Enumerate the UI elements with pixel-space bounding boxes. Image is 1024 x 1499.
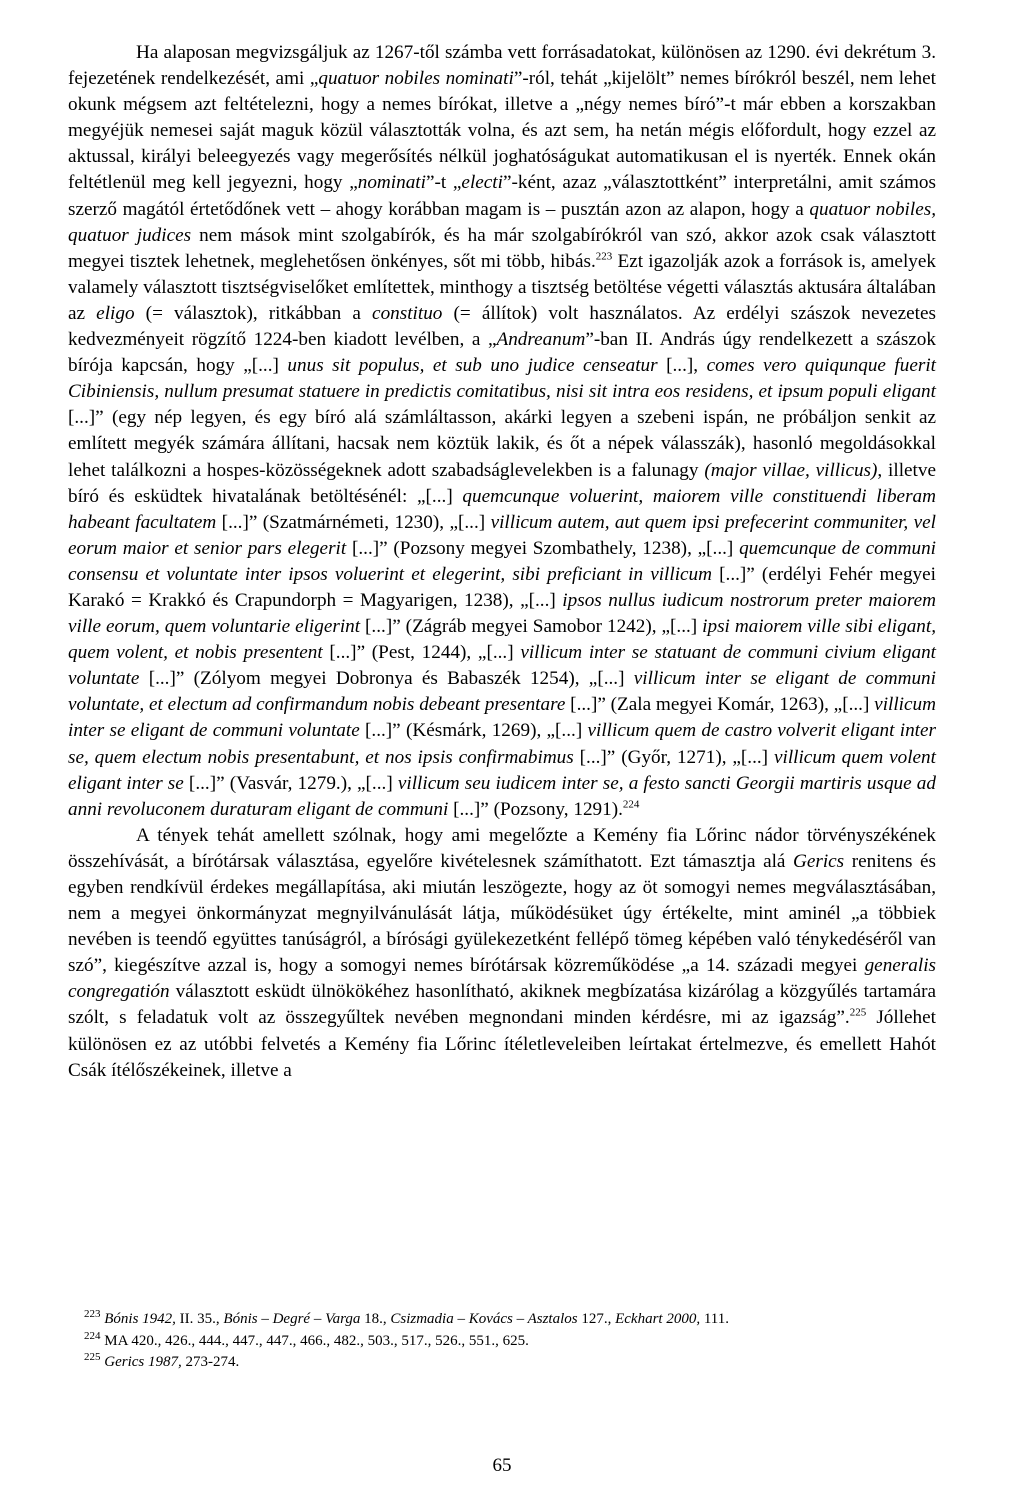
italic-text: Csizmadia – Kovács – Asztalos — [390, 1311, 578, 1327]
italic-text: (major villae, villicus) — [704, 459, 878, 481]
page-number: 65 — [492, 1455, 512, 1476]
footnote-number: 223 — [84, 1308, 101, 1320]
italic-text: Andreanum — [496, 329, 586, 351]
italic-text: unus sit populus, et sub uno judice censeatur — [287, 355, 658, 377]
italic-text: comes vero quiqunque fuerit Cibiniensis, nullum presumat statuere in predictis comitatibus, nisi sit intra eos residens, et ipsum populi eligant — [68, 355, 936, 403]
text-run: ”-ról, tehát „kijelölt” nemes bírókról beszél, nem lehet okunk mégsem azt feltételezni, hogy a nemes bírókat, illetve a „négy nemes bíró”-t már ebben a korszakban megyéjük nemesei saját maguk közül választották volna, és azt sem, ha netán mégis előfordult, hogy ezzel az aktussal, királyi beleegyezés vagy megerősítés nélkül joghatóságukat automatikusan el is nyerték. Ennek okán feltétlenül meg kell jegyezni, hogy „ — [68, 68, 936, 194]
text-run: , illetve bíró és esküdtek hivatalának betöltésénél: „[...] — [68, 459, 936, 507]
text-run: MA 420., 426., 444., 447., 447., 466., 482., 503., 517., 526., 551., 625. — [104, 1332, 529, 1349]
italic-text: constituo — [372, 302, 443, 324]
italic-text: Eckhart 2000, — [615, 1311, 701, 1327]
italic-text: nominati — [357, 172, 426, 194]
italic-text: villicum quem volent eligant inter se — [68, 746, 936, 794]
footnote-number: 224 — [84, 1329, 101, 1342]
italic-text: generalis congregatión — [68, 955, 936, 1003]
italic-text: ipsos nullus iudicum nostrorum preter maiorem ville eorum, quem voluntarie eligerint — [68, 589, 936, 638]
text-run: [...]” (Szatmárnémeti, 1230), „[...] — [216, 511, 491, 533]
footnote-ref: 223 — [595, 250, 613, 263]
text-run: A tények tehát amellett szólnak, hogy ami megelőzte a Kemény fia Lőrinc nádor törvényszékének összehívását, a bírótársak választása, egyelőre kivételesnek számíthatott. Ezt támasztja alá — [68, 824, 936, 872]
italic-text: eligo — [96, 302, 135, 324]
text-run: ”-ként, azaz „választottként” interpretálni, amit számos szerző magától értetődőnek vett – ahogy korábban magam is – pusztán azon az alapon, hogy a — [68, 172, 936, 220]
italic-text: villicum inter se eligant de communi voluntate, et electum ad confirmandum nobis debeant presentare — [68, 668, 936, 716]
text-run: 273-274. — [181, 1354, 240, 1370]
text-run: Ezt igazolják azok a források is, amelyek valamely választott tisztségviselőket említettek, minthogy a tisztség betöltése végetti választás aktusára általában az — [68, 250, 936, 324]
italic-text: villicum seu iudicem inter se, a festo sancti Georgii martiris usque ad anni revoluconem duraturam eligant de communi — [68, 772, 936, 820]
paragraph — [68, 823, 936, 1084]
italic-text: Bónis 1942, — [104, 1311, 176, 1327]
text-run: [...]” (erdélyi Fehér megyei Karakó = Krakkó és Crapundorph = Magyarigen, 1238), „[...] — [68, 563, 936, 611]
text-run: Ha alaposan megvizsgáljuk az 1267-től számba vett forrásadatokat, különösen az 1290. évi dekrétum 3. fejezetének rendelkezését, ami „ — [68, 42, 936, 90]
footnote-number: 225 — [84, 1351, 101, 1363]
italic-text: villicum quem de castro volverit eligant inter se, quem electum nobis presentabunt, et nos ipsis confirmabimus — [68, 720, 936, 768]
footnote-225 — [68, 1352, 936, 1374]
paragraph — [68, 40, 936, 823]
body-text — [68, 40, 936, 1084]
text-run: (= állítok) volt használatos. Az erdélyi szászok nevezetes kedvezményeit rögzítő 1224-ben kiadott levélben, a „ — [68, 302, 936, 351]
footnote-ref: 225 — [849, 1007, 867, 1020]
text-run: [...], — [657, 355, 707, 377]
page — [68, 40, 937, 1476]
text-run: 111. — [700, 1311, 729, 1327]
text-run: [...]” (Pozsony megyei Szombathely, 1238), „[...] — [346, 537, 740, 559]
italic-text: quatuor nobiles nominati — [318, 68, 514, 90]
text-run: [...]” (Vasvár, 1279.), „[...] — [183, 772, 398, 794]
italic-text: ipsi maiorem ville sibi eligant, quem volent, et nobis presentent — [68, 616, 937, 664]
text-run: [...]” (Zágráb megyei Samobor 1242), „[...] — [360, 616, 703, 638]
text-run: 18., — [360, 1311, 391, 1327]
text-run: II. 35., — [175, 1311, 224, 1327]
italic-text: quemcunque de communi consensu et voluntate inter ipsos voluerint et elegerint, sibi preficiant in villicum — [68, 537, 936, 585]
italic-text: villicum inter se eligant de communi voluntate — [68, 694, 936, 742]
italic-text: Gerics — [792, 850, 845, 872]
text-run: [...]” (Győr, 1271), „[...] — [573, 746, 774, 768]
italic-text: villicum autem, aut quem ipsi prefecerint communiter, vel eorum maior et senior pars elegerit — [68, 511, 937, 559]
footnote-224 — [68, 1331, 936, 1353]
text-run: ”-t „ — [425, 172, 462, 194]
text-run: [...]” (Zala megyei Komár, 1263), „[...] — [565, 694, 875, 716]
text-run: [...]” (Pest, 1244), „[...] — [322, 642, 521, 664]
text-run: nem mások mint szolgabírók, és ha már szolgabírókról van szó, akkor azok csak választott megyei tisztek lehetnek, meglehetősen önkényes, sőt mi több, hibás. — [68, 224, 936, 272]
text-run: renitens és egyben rendkívül érdekes megállapítása, aki miután leszögezte, hogy az öt somogyi nemes megválasztásában, nem a megyei önkormányzat megnyilvánulását látja, működésüket úgy értékelte, mint aminél „a többiek nevében is teendő együttes tanúságról, a bírósági gyülekezetként fellépő tömeg képében való ténykedéséről van szó”, kiegészítve azzal is, hogy a somogyi nemes bírótársak közreműködése „a 14. századi megyei — [68, 850, 936, 977]
text-run: ”-ban II. András úgy rendelkezett a szászok bírója kapcsán, hogy „[...] — [68, 329, 936, 377]
footnote-ref: 224 — [622, 798, 640, 811]
footnotes — [68, 1309, 936, 1374]
text-run: [...]” (egy nép legyen, és egy bíró alá számláltasson, akárki legyen a szebeni ispán, ne próbáljon senkit az említett megyék számára állítani, hacsak nem köztük lakik, és őt a népek válasszák), hasonló megoldásokkal lehet találkozni a hospes-közösségeknek adott szabadságlevelekben is a falunagy — [68, 407, 936, 481]
italic-text: villicum inter se statuant de communi civium eligant voluntate — [68, 642, 936, 690]
text-run: választott esküdt ülnökökéhez hasonlítható, akiknek megbízatása kizárólag a közgyűlés tartamára szólt, s feladatuk volt az összegyűltek nevében megnondani minden kérdésre, mi az igazság”. — [68, 981, 936, 1029]
italic-text: quatuor nobiles, quatuor judices — [68, 198, 936, 246]
text-run: [...]” (Késmárk, 1269), „[...] — [359, 720, 588, 742]
footnote-223 — [68, 1309, 936, 1331]
text-run: [...]” (Pozsony, 1291). — [448, 798, 623, 820]
text-run: (= választok), ritkábban a — [134, 302, 373, 324]
text-run: Jóllehet különösen ez az utóbbi felvetés a Kemény fia Lőrinc ítéletleveleiben leírtakat értelmezve, és emellett Hahót Csák ítélőszékeinek, illetve a — [68, 1007, 936, 1081]
text-run: 127., — [577, 1311, 616, 1327]
italic-text: quemcunque voluerint, maiorem ville constituendi liberam habeant facultatem — [68, 485, 936, 533]
italic-text: electi — [461, 172, 503, 194]
text-run: [...]” (Zólyom megyei Dobronya és Babaszék 1254), „[...] — [139, 668, 634, 690]
italic-text: Bónis – Degré – Varga — [223, 1311, 361, 1327]
italic-text: Gerics 1987, — [104, 1354, 182, 1370]
